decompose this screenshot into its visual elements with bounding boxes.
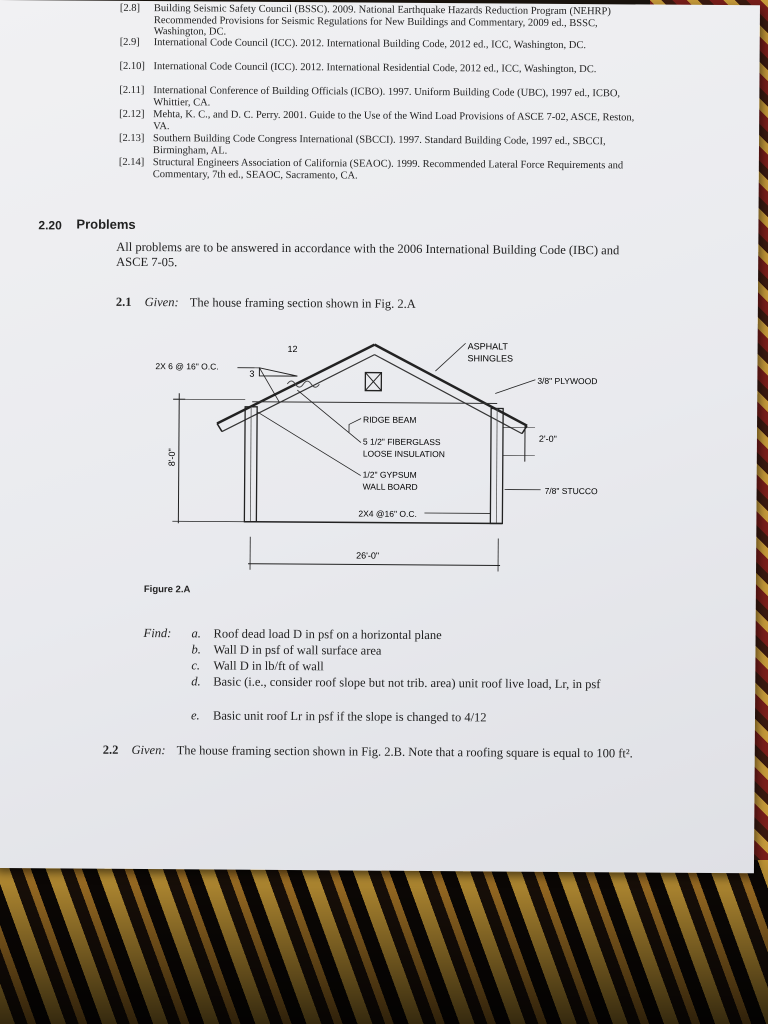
studs-label: 2X4 @16" O.C. (358, 508, 417, 519)
find-item-b: b. Wall D in psf of wall surface area (191, 642, 382, 658)
reference-2-14: [2.14] Structural Engineers Association of California (SEAOC). 1999. Recommended Lateral Force Requirements and Commentary, 7th ed., SEAOC, Sacramento, CA. (118, 156, 624, 182)
problem-number: 2.1 (115, 294, 132, 309)
overhang-label: 2'-0" (538, 433, 557, 444)
floor-line (244, 522, 502, 524)
plywood-label: 3/8" PLYWOOD (537, 375, 598, 387)
reference-2-10: [2.10] International Code Council (ICC). 2012. International Residential Code, 2012 ed., ICC, Washington, DC. (119, 60, 597, 76)
find-item-d: d. Basic (i.e., consider roof slope but not trib. area) unit roof live load, Lr, in psf (191, 674, 601, 692)
reference-2-13: [2.13] Southern Building Code Congress International (SBCCI). 1997. Standard Building Code, 1997 ed., SBCCI, Birmingham, AL. (118, 132, 606, 157)
slope-run: 12 (287, 344, 298, 355)
reference-2-12: [2.12] Mehta, K. C., and D. C. Perry. 2001. Guide to the Use of the Wind Load Provisions of ASCE 7-02, ASCE, Reston, VA. (119, 108, 635, 132)
section-title: Problems (76, 216, 136, 232)
insulation-label-2: LOOSE INSULATION (362, 448, 445, 460)
wall-height-label: 8'-0" (166, 448, 177, 467)
reference-2-8: [2.8] Building Seismic Safety Council (BSSC). 2009. National Earthquake Hazards Reduction Program (NEHRP) Recommended Provisions for Seismic Regulations for New Buildings and Commentary, 2009 ed., BSSC, Washington, DC. (119, 2, 611, 38)
insulation-label-1: 5 1/2" FIBERGLASS (362, 436, 441, 448)
ridge-beam-label: RIDGE BEAM (363, 414, 417, 425)
figure-caption: Figure 2.A (143, 584, 191, 596)
reference-2-11: [2.11] International Conference of Building Officials (ICBO). 1997. Uniform Building Code (UBC), 1997 ed., ICBO, Whittier, CA. (119, 84, 621, 108)
find-item-e: e. Basic unit roof Lr in psf if the slope is changed to 4/12 (190, 708, 487, 725)
rafter-label: 2X 6 @ 16" O.C. (155, 361, 219, 372)
given-text: The house framing section shown in Fig. 2.A (189, 295, 416, 311)
shingles-label-2: SHINGLES (467, 353, 514, 364)
find-item-a: a. Roof dead load D in psf on a horizontal plane (191, 626, 442, 643)
find-label: Find: (143, 626, 172, 641)
given-text: The house framing section shown in Fig. 2.B. Note that a roofing square is equal to 100 ft². (176, 743, 633, 761)
problem-number: 2.2 (102, 742, 119, 757)
given-label: Given: (131, 742, 166, 758)
problems-intro: All problems are to be answered in accordance with the 2006 International Building Code (IBC) and ASCE 7-05. (116, 239, 620, 270)
problem-2-2 (103, 743, 643, 762)
shingles-label-1: ASPHALT (467, 341, 508, 352)
figure-2a-house-section (136, 331, 638, 584)
stucco-label: 7/8" STUCCO (544, 485, 598, 497)
span-label: 26'-0" (356, 550, 380, 561)
gypsum-label-2: WALL BOARD (362, 481, 418, 492)
ceiling-joist (252, 402, 497, 404)
gypsum-label-1: 1/2" GYPSUM (362, 469, 417, 480)
reference-2-9: [2.9] International Code Council (ICC). 2012. International Building Code, 2012 ed., ICC, Washington, DC. (119, 36, 587, 52)
find-item-c: c. Wall D in lb/ft of wall (191, 658, 324, 674)
background-rug (0, 860, 768, 1024)
section-number: 2.20 (38, 218, 62, 233)
given-label: Given: (144, 295, 179, 310)
slope-triangle (259, 368, 297, 376)
problem-2-1 (116, 295, 416, 312)
slope-rise: 3 (249, 368, 255, 379)
